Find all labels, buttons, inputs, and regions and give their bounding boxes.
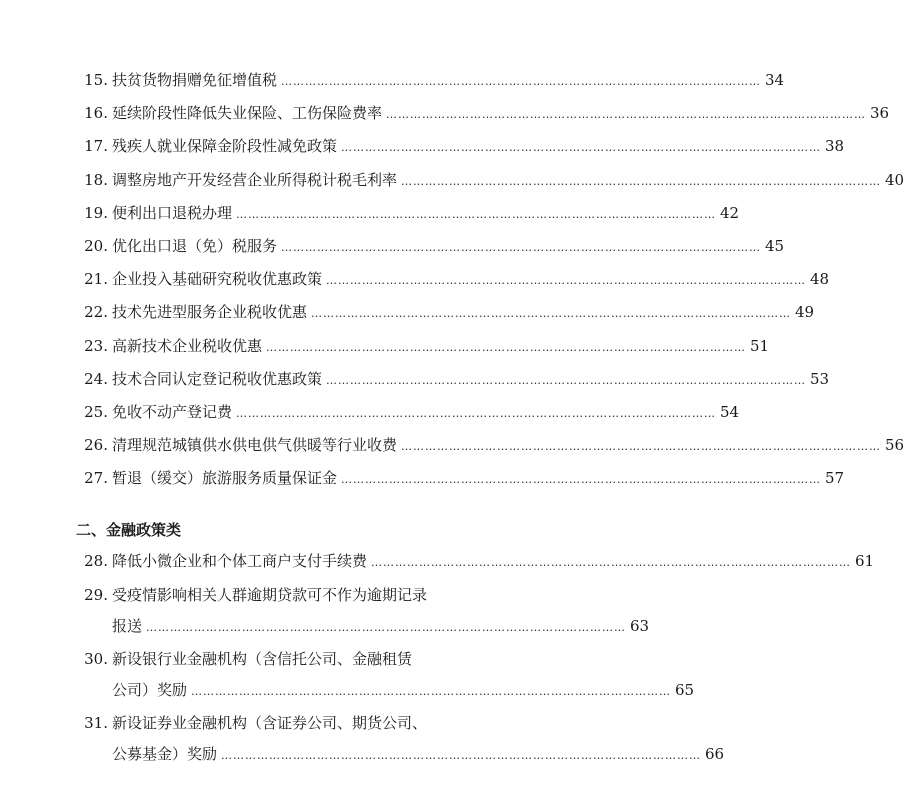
entry-title: 便利出口退税办理	[112, 203, 233, 222]
entry-title-cont: 公司）奖励	[112, 680, 188, 699]
entry-page: 51	[750, 336, 770, 355]
entry-title: 技术先进型服务企业税收优惠	[112, 303, 308, 322]
leader-dots	[266, 338, 746, 358]
entry-page: 36	[870, 104, 890, 123]
entry-line	[112, 170, 904, 192]
entry-line	[112, 551, 875, 573]
entry-number: 18.	[84, 170, 108, 189]
entry-number: 25.	[84, 402, 108, 421]
leader-dots	[341, 138, 821, 158]
leader-dots	[311, 304, 791, 324]
entry-line-2	[76, 744, 724, 766]
entry-page: 42	[720, 203, 740, 222]
entry-title: 优化出口退（免）税服务	[112, 236, 278, 255]
entry-title: 新设证券业金融机构（含证券公司、期货公司、	[112, 714, 428, 732]
section-heading: 二、金融政策类	[76, 521, 182, 540]
entry-line-1	[76, 649, 412, 669]
entry-line	[112, 70, 785, 92]
entry-line	[112, 336, 770, 358]
toc-entry[interactable]	[76, 70, 785, 92]
entry-title: 高新技术企业税收优惠	[112, 336, 263, 355]
entry-number: 30.	[84, 649, 108, 668]
entry-page: 54	[720, 402, 740, 421]
entry-page: 66	[705, 745, 725, 763]
entry-title: 降低小微企业和个体工商户支付手续费	[112, 552, 368, 571]
leader-dots	[236, 205, 716, 225]
entry-title: 免收不动产登记费	[112, 402, 233, 421]
entry-page: 63	[630, 616, 650, 635]
leader-dots	[386, 105, 866, 125]
entry-line	[112, 468, 845, 490]
entry-number: 21.	[84, 270, 108, 289]
entry-line	[112, 402, 740, 424]
entry-number: 31.	[84, 714, 108, 732]
toc-entry[interactable]	[76, 302, 815, 324]
entry-title: 受疫情影响相关人群逾期贷款可不作为逾期记录	[112, 585, 428, 604]
entry-line	[112, 269, 830, 291]
entry-page: 38	[825, 137, 845, 156]
toc-entry[interactable]	[76, 402, 740, 424]
toc-entry[interactable]	[76, 369, 830, 391]
entry-number: 19.	[84, 203, 108, 222]
entry-line	[112, 103, 890, 125]
entry-page: 45	[765, 236, 785, 255]
entry-title: 清理规范城镇供水供电供气供暖等行业收费	[112, 436, 398, 455]
entry-title: 扶贫货物捐赠免征增值税	[112, 71, 278, 89]
entry-number: 16.	[84, 104, 108, 123]
toc-entry-28[interactable]	[76, 551, 875, 573]
entry-number: 17.	[84, 137, 108, 156]
entry-line-1	[76, 585, 427, 605]
entry-page: 65	[675, 680, 695, 699]
leader-dots	[191, 682, 671, 702]
entry-line	[112, 236, 785, 258]
toc-entry-31[interactable]	[76, 713, 725, 766]
leader-dots	[371, 553, 851, 573]
toc-entry[interactable]	[76, 468, 845, 490]
entry-number: 20.	[84, 236, 108, 255]
toc-entry[interactable]	[76, 236, 785, 258]
entry-title: 企业投入基础研究税收优惠政策	[112, 270, 323, 289]
entry-page: 40	[885, 170, 904, 189]
entry-title-cont: 公募基金）奖励	[112, 745, 218, 763]
leader-dots	[281, 238, 761, 258]
entry-line-2	[76, 680, 694, 702]
toc-entry[interactable]	[76, 336, 770, 358]
toc-entry[interactable]	[76, 435, 904, 457]
toc-entry[interactable]	[76, 269, 830, 291]
entry-page: 53	[810, 369, 830, 388]
entry-number: 29.	[84, 585, 108, 604]
leader-dots	[281, 72, 761, 92]
leader-dots	[326, 371, 806, 391]
leader-dots	[146, 618, 626, 638]
toc-entry-30[interactable]	[76, 649, 695, 702]
leader-dots	[326, 271, 806, 291]
entry-number: 26.	[84, 436, 108, 455]
toc-entry[interactable]	[76, 203, 740, 225]
toc-entry[interactable]	[76, 170, 904, 192]
entry-title-cont: 报送	[112, 616, 143, 635]
leader-dots	[341, 470, 821, 490]
entry-line	[112, 435, 904, 457]
entry-number: 24.	[84, 369, 108, 388]
entry-line-2	[76, 616, 649, 638]
entry-line	[112, 203, 740, 225]
entry-line	[112, 302, 815, 324]
entry-page: 48	[810, 270, 830, 289]
leader-dots	[401, 172, 881, 192]
table-of-contents	[76, 70, 904, 777]
toc-entry-29[interactable]	[76, 585, 650, 638]
toc-list-tax	[76, 70, 904, 490]
entry-page: 61	[855, 552, 875, 571]
entry-number: 22.	[84, 303, 108, 322]
entry-number: 28.	[84, 552, 108, 571]
toc-entry[interactable]	[76, 136, 845, 158]
entry-line	[112, 369, 830, 391]
leader-dots	[236, 404, 716, 424]
entry-title: 技术合同认定登记税收优惠政策	[112, 369, 323, 388]
entry-title: 残疾人就业保障金阶段性减免政策	[112, 137, 338, 156]
toc-entry[interactable]	[76, 103, 890, 125]
entry-title: 延续阶段性降低失业保险、工伤保险费率	[112, 104, 383, 123]
entry-number: 27.	[84, 469, 108, 488]
entry-line	[112, 136, 845, 158]
entry-number: 23.	[84, 336, 108, 355]
entry-page: 57	[825, 469, 845, 488]
leader-dots	[401, 437, 881, 457]
entry-number: 15.	[84, 71, 108, 89]
entry-title: 新设银行业金融机构（含信托公司、金融租赁	[112, 649, 413, 668]
entry-line-1	[76, 713, 427, 733]
entry-page: 56	[885, 436, 904, 455]
entry-page: 34	[765, 71, 785, 89]
leader-dots	[221, 746, 701, 766]
entry-page: 49	[795, 303, 815, 322]
entry-title: 调整房地产开发经营企业所得税计税毛利率	[112, 170, 398, 189]
entry-title: 暂退（缓交）旅游服务质量保证金	[112, 469, 338, 488]
